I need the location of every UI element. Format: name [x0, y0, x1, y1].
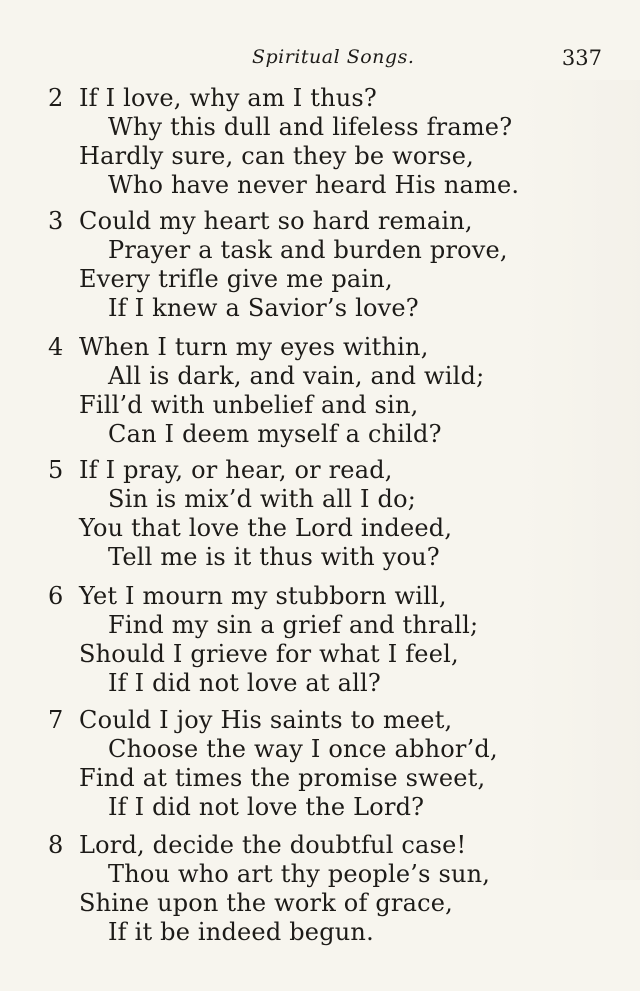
verse-line: Thou who art thy people’s sun,	[108, 860, 491, 888]
verse-line: Tell me is it thus with you?	[108, 543, 440, 571]
verse-line: If I love, why am I thus?	[79, 84, 377, 112]
verse-number: 2	[48, 84, 64, 112]
verse-line: Prayer a task and burden prove,	[108, 236, 508, 264]
verse-line: Fill’d with unbelief and sin,	[79, 391, 419, 419]
verse-number: 7	[48, 706, 64, 734]
verse-line: Could my heart so hard remain,	[79, 207, 473, 235]
verse-line: Find my sin a grief and thrall;	[108, 611, 479, 639]
verse-line: If I did not love at all?	[108, 669, 381, 697]
verse-line: Every trifle give me pain,	[79, 265, 393, 293]
page-header	[0, 46, 640, 76]
verse-number: 3	[48, 207, 64, 235]
verse-number: 4	[48, 333, 64, 361]
verse-line: If it be indeed begun.	[108, 918, 374, 946]
verse-line: Can I deem myself a child?	[108, 420, 442, 448]
verse-line: Find at times the promise sweet,	[79, 764, 486, 792]
verse-line: Could I joy His saints to meet,	[79, 706, 453, 734]
verse-line: If I did not love the Lord?	[108, 793, 425, 821]
verse-line: Shine upon the work of grace,	[79, 889, 453, 917]
verse-line: You that love the Lord indeed,	[79, 514, 453, 542]
verse-number: 5	[48, 456, 64, 484]
verse-line: Should I grieve for what I feel,	[79, 640, 459, 668]
verse-number: 6	[48, 582, 64, 610]
running-title: Spiritual Songs.	[252, 46, 415, 68]
verse-line: If I pray, or hear, or read,	[79, 456, 393, 484]
verse-line: Yet I mourn my stubborn will,	[79, 582, 447, 610]
verse-line: Hardly sure, can they be worse,	[79, 142, 474, 170]
verse-line: Sin is mix’d with all I do;	[108, 485, 417, 513]
verse-line: Lord, decide the doubtful case!	[79, 831, 467, 859]
verse-line: If I knew a Savior’s love?	[108, 294, 419, 322]
verse-line: When I turn my eyes within,	[79, 333, 429, 361]
verse-number: 8	[48, 831, 64, 859]
verse-line: Who have never heard His name.	[108, 171, 520, 199]
page-number: 337	[561, 46, 602, 70]
show-through-shadow	[520, 80, 640, 880]
verse-line: All is dark, and vain, and wild;	[108, 362, 485, 390]
verse-line: Choose the way I once abhor’d,	[108, 735, 498, 763]
verse-line: Why this dull and lifeless frame?	[108, 113, 513, 141]
